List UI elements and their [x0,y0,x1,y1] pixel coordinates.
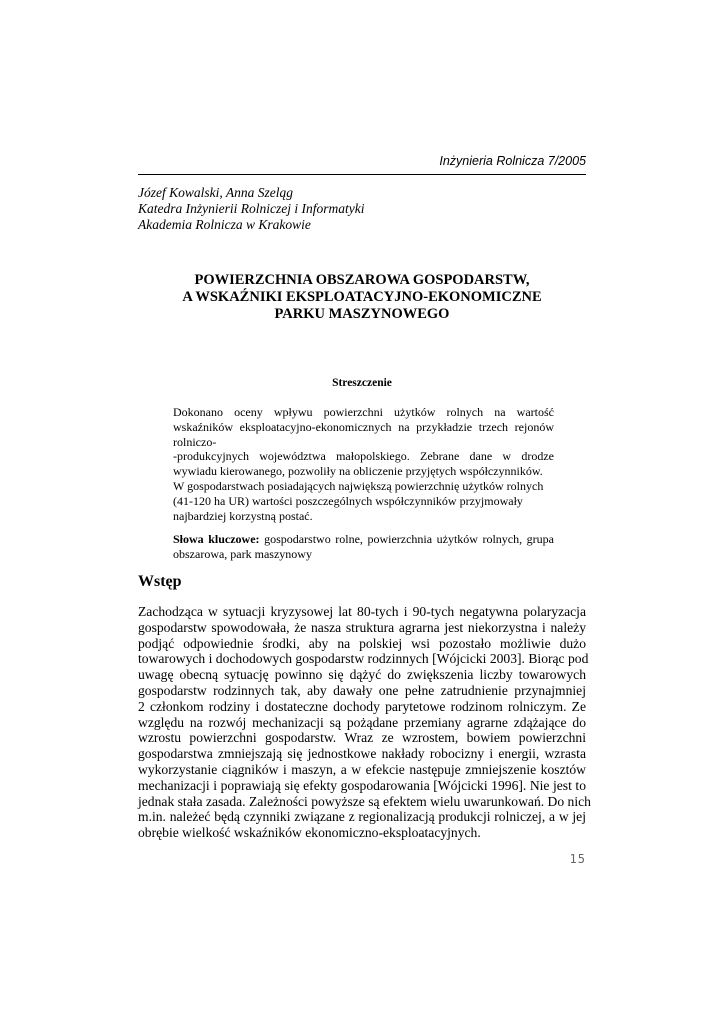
body-line: Zachodząca w sytuacji kryzysowej lat 80-tych i 90-tych negatywna polaryzacja [138,604,586,619]
body-line: gospodarstw spowodowała, że nasza struktura agrarna jest niekorzystna i należy [138,619,586,635]
abstract-line: rolniczo- [173,434,217,449]
abstract-line: Dokonano oceny wpływu powierzchni użytków rolnych na wartość [173,405,554,419]
page-number: 15 [569,852,586,866]
keywords-block [173,532,554,562]
body-line: uwagę obecną sytuację powinno się dążyć do zwiększenia liczby towarowych [138,667,586,683]
body-line: mechanizacji i poprawiają się efekty gospodarowania [Wójcicki 1996]. Nie jest to [138,777,586,793]
section-heading: Wstęp [138,573,182,590]
abstract-line: W gospodarstwach posiadających największą powierzchnię użytków rolnych [173,478,544,493]
body-line: wzrostu powierzchni gospodarstw. Wraz ze wzrostem, bowiem powierzchni [138,730,586,746]
abstract-text [173,405,554,523]
keywords-line [173,532,554,547]
body-line: towarowych i dochodowych gospodarstw rodzinnych [Wójcicki 2003]. Biorąc pod [138,651,589,667]
body-line: względu na rozwój mechanizacji są pożądane przemiany agrarne zdążające do [138,714,586,730]
keywords-line: obszarowa, park maszynowy [173,547,312,561]
paper-title-line: POWIERZCHNIA OBSZAROWA GOSPODARSTW, [194,272,530,288]
paper-title-line: PARKU MASZYNOWEGO [274,306,450,322]
paper-title-line: A WSKAŹNIKI EKSPLOATACYJNO-EKONOMICZNE [182,289,542,305]
author-institution: Akademia Rolnicza w Krakowie [138,217,311,232]
body-line: podjąć odpowiednie środki, aby na polskiej wsi pozostało możliwie dużo [138,635,586,651]
author-names: Józef Kowalski, Anna Szeląg [138,185,293,200]
body-text [138,604,591,841]
abstract-heading: Streszczenie [332,377,392,389]
body-line: gospodarstwa zmniejszają się jednostkowe nakłady robocizny i energii, wzrasta [138,746,586,762]
keywords-text: gospodarstwo rolne, powierzchnia użytków rolnych, grupa [259,532,554,546]
paper-title [138,272,586,323]
author-department: Katedra Inżynierii Rolniczej i Informatyki [138,201,365,216]
abstract-line: wskaźników eksploatacyjno-ekonomicznych na przykładzie trzech rejonów [173,419,554,434]
body-line: m.in. należeć będą czynniki związane z regionalizacją produkcji rolniczej, a w jej [138,809,586,825]
journal-header [138,152,586,175]
author-block [138,185,364,233]
abstract-line: -produkcyjnych województwa małopolskiego. Zebrane dane w drodze [173,449,554,464]
abstract-line: (41-120 ha UR) wartości poszczególnych współczynników przyjmowały [173,493,523,508]
body-line: jednak stała zasada. Zależności powyższe są efektem wielu uwarunkowań. Do nich [138,793,591,809]
body-line: wykorzystanie ciągników i maszyn, a w efekcie następuje zmniejszenie kosztów [138,761,586,777]
body-line: obrębie wielkość wskaźników ekonomiczno-eksploatacyjnych. [138,825,481,841]
body-line: 2 członkom rodziny i dostateczne dochody parytetowe rodzinom rolniczym. Ze [138,698,586,714]
abstract-line: wywiadu kierowanego, pozwoliły na obliczenie przyjętych współczynników. [173,464,543,479]
abstract-line: najbardziej korzystną postać. [173,508,313,523]
keywords-label: Słowa kluczowe: [173,532,260,546]
journal-title: Inżynieria Rolnicza 7/2005 [439,154,586,168]
body-line: gospodarstw rodzinnych tak, aby dawały one pełne zatrudnienie przynajmniej [138,682,586,698]
